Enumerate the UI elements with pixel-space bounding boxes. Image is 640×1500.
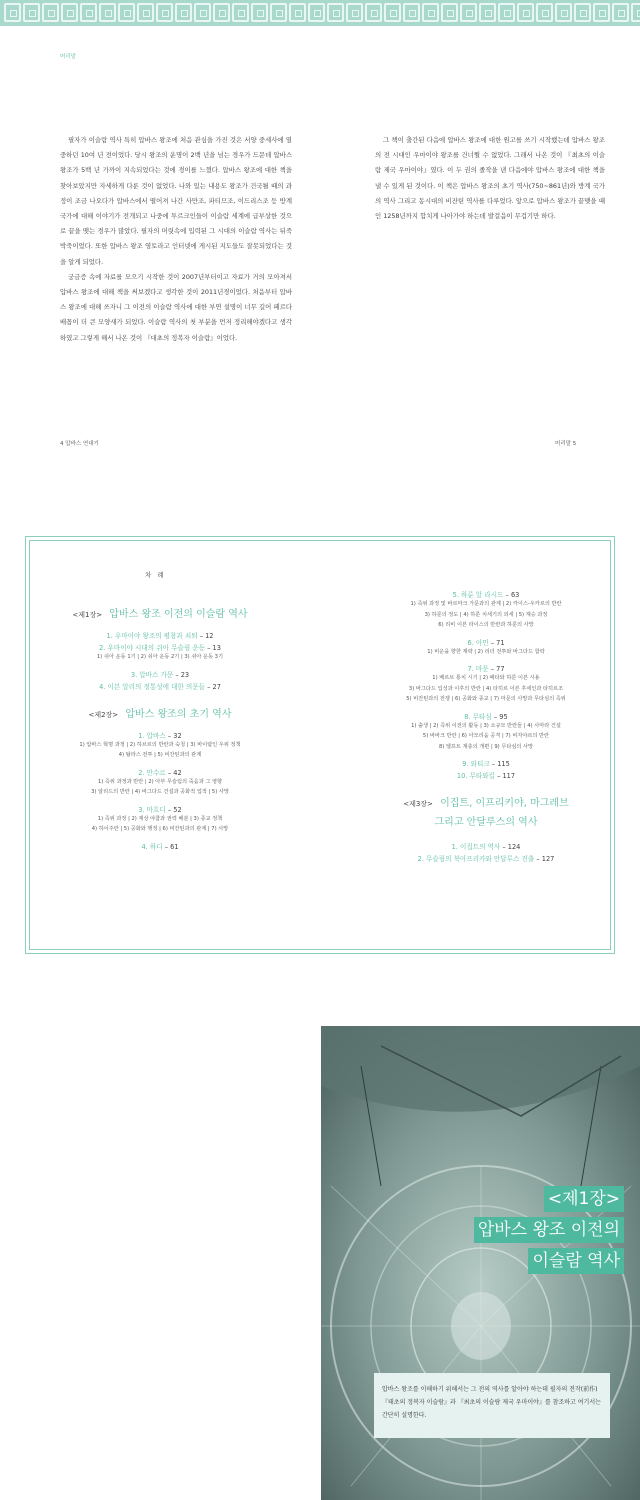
toc-section[interactable] — [20, 681, 300, 691]
toc-page-number: 115 — [497, 760, 510, 768]
toc-subsections: 1) 베르브 통치 시기 | 2) 페타와 하룬 이븐 시용 — [432, 675, 540, 681]
toc-section-title: 7. 마문 — [467, 665, 489, 673]
preface-right-text — [375, 133, 605, 224]
toc-section[interactable] — [346, 770, 626, 780]
toc-section[interactable] — [346, 853, 626, 863]
toc-subsections: 1) 즉위 과정과 반란 | 2) 아부 무슬림의 죽음과 그 영향 — [97, 778, 223, 785]
toc-dash: – — [494, 772, 503, 780]
toc-page-number: 12 — [205, 632, 214, 640]
toc-dash: – — [197, 632, 206, 640]
toc-section[interactable] — [20, 630, 300, 640]
toc-subsections: 1) 즉위 과정 | 2) 재상 야쿱과 권력 배분 | 3) 종교 정책 — [97, 815, 223, 822]
toc-dash: – — [491, 712, 500, 721]
toc-dash: – — [534, 855, 542, 863]
banner-ornament — [479, 3, 496, 22]
toc-subsections: 6) 리비 이븐 라이스의 반란과 하룬의 사망 — [438, 622, 534, 628]
toc-section[interactable] — [20, 804, 300, 814]
banner-ornament — [99, 3, 116, 22]
banner-ornament — [460, 3, 477, 22]
toc-page-number: 42 — [173, 768, 182, 777]
toc-dash: – — [503, 591, 511, 599]
preface-left-text — [60, 133, 292, 346]
toc-section-title: 1. 이집트의 역사 — [451, 843, 501, 851]
toc-section-title: 6. 아민 — [467, 638, 489, 647]
toc-dash: – — [165, 768, 174, 777]
toc-subsections: 4) 탈라스 전투 | 5) 비잔틴과의 관계 — [118, 752, 202, 758]
toc-page-number: 124 — [507, 843, 521, 851]
banner-ornament — [137, 3, 154, 22]
toc-dash: – — [488, 638, 497, 647]
toc-dash: – — [173, 670, 181, 679]
toc-section[interactable] — [346, 841, 626, 851]
banner-ornament — [536, 3, 553, 22]
banner-ornament — [232, 3, 249, 22]
toc-dash: – — [500, 843, 508, 851]
chapter-title-line: <제1장> — [544, 1186, 624, 1212]
toc-subsections: 3) 바그다드 입성과 이후의 반란 | 4) 타히르 이븐 후세인과 타히르조 — [408, 685, 564, 692]
toc-page-number: 95 — [499, 712, 508, 721]
toc-page-number: 13 — [212, 644, 221, 652]
toc-section-title: 9. 와티크 — [462, 760, 490, 768]
toc-page-number: 23 — [180, 670, 190, 679]
toc-subsections: 1) 압바스 혁명 과정 | 2) 하브르의 반란과 숙청 | 3) 바이람인 우위 정책 — [79, 741, 241, 748]
toc-section-title: 4. 하디 — [141, 842, 163, 851]
banner-ornament — [593, 3, 610, 22]
toc-dash: – — [488, 665, 497, 673]
paragraph: 그 책이 출간된 다음에 압바스 왕조에 대한 원고를 쓰기 시작했는데 압바스 왕조의 전 시대인 우마이야 왕조를 건너뛸 수 없었다. 그래서 나온 것이 『최초의 이슬람 제국 우마이야』였다. 이 두 권의 졸작을 낸 다음에야 압바스 왕조에 대한 책을 낼 수 있게 된 것이다. 이 책은 압바스 왕조의 초기 역사(750~861년)와 방계 국가의 역사 그리고 동시대의 비잔틴 역사를 다루었다. 앞으로 압바스 왕조가 끝맺을 때인 1258년까지 합치게 나아가야 하는데 발걸음이 무겁기만 하다. — [375, 136, 605, 221]
banner-ornament — [251, 3, 268, 22]
toc-chapter-tag: <제3장> — [403, 800, 433, 808]
toc-section-title: 8. 무타심 — [464, 712, 492, 721]
banner-ornament — [327, 3, 344, 22]
toc-page-number: 52 — [173, 805, 182, 814]
toc-page-number: 61 — [170, 842, 179, 851]
banner-ornament — [175, 3, 192, 22]
toc-page-number: 32 — [173, 731, 182, 740]
toc-page-number: 127 — [541, 855, 555, 863]
toc-section[interactable] — [20, 730, 300, 740]
folio-right: 머리말 5 — [555, 441, 577, 447]
toc-subsections: 1) 쉬아 운동 1기 | 2) 쉬아 운동 2기 | 3) 쉬아 운동 3기 — [97, 654, 223, 660]
banner-ornament — [80, 3, 97, 22]
chapter-title-line: 이슬람 역사 — [528, 1248, 624, 1274]
toc-page-number: 77 — [496, 665, 505, 673]
toc-chapter-text: 이집트, 이프리키야, 마그레브 — [436, 798, 569, 809]
banner-ornament — [384, 3, 401, 22]
toc-chapter-tag: <제1장> — [72, 611, 103, 619]
toc-section-title: 2. 우마이야 시대의 쉬아 무슬림 운동 — [99, 644, 206, 652]
toc-section-title: 3. 마흐디 — [138, 805, 166, 814]
banner-ornament — [346, 3, 363, 22]
toc-subsections: 5) 비잔틴과의 전쟁 | 6) 공화와 종교 | 7) 마문의 사망과 무타심의 즉위 — [406, 696, 566, 702]
chapter-title-line: 압바스 왕조 이전의 — [474, 1217, 624, 1243]
toc-subsections: 4) 하이주란 | 5) 공화와 행정 | 6) 비잔틴과의 관계 | 7) 사망 — [91, 826, 229, 832]
toc-section-title: 5. 하룬 알 라시드 — [452, 591, 504, 599]
toc-chapter — [346, 794, 626, 809]
banner-ornament — [4, 3, 21, 22]
banner-ornament — [61, 3, 78, 22]
toc-page-number: 27 — [212, 682, 221, 691]
banner-ornament — [270, 3, 287, 22]
toc-chapter-tag: <제2장> — [88, 710, 119, 719]
toc-section[interactable] — [346, 663, 626, 673]
banner-ornament — [23, 3, 40, 22]
banner-ornament — [403, 3, 420, 22]
toc-section[interactable] — [20, 642, 300, 652]
toc-subsections: 1) 즉위 과정 및 바르마크 가문과의 관계 | 2) 카이스-우카르의 반란 — [410, 601, 562, 607]
toc-dash: – — [489, 760, 498, 768]
toc-chapter-text: 압바스 왕조의 초기 역사 — [122, 708, 232, 720]
toc-page-number: 63 — [510, 591, 520, 599]
toc-section-title: 2. 만수르 — [138, 768, 166, 777]
banner-ornament — [213, 3, 230, 22]
banner-ornament — [194, 3, 211, 22]
toc-chapter-text: 압바스 왕조 이전의 이슬람 역사 — [106, 609, 248, 620]
toc-section[interactable] — [346, 637, 626, 647]
toc-section-title: 10. 무타와킬 — [456, 772, 495, 780]
paragraph: 궁금증 속에 자료를 모으기 시작한 것이 2007년부터이고 자료가 거의 모아져서 압바스 왕조에 대해 책을 써보겠다고 생각한 것이 2011년경이었다. 처음부터 압바스 왕조에 대해 쓰자니 그 이전의 이슬람 역사에 대한 부연 설명이 너무 길어 페르다 배꼽이 더 큰 모양새가 되었다. 이슬람 역사의 첫 부분을 먼저 정리해야겠다고 생각하였고 그렇게 해서 나온 것이 『대초의 정복자 이슬람』이었다. — [60, 272, 292, 342]
toc-page-number: 117 — [502, 772, 516, 780]
chapter-note: 압바스 왕조를 이해하기 위해서는 그 전의 역사를 알아야 하는데 필자의 전작(前作) 『태초의 정복자 이슬람』과 『최초의 이슬람 제국 우마이야』를 참조하고 여기서는 간단히 설명한다. — [374, 1373, 610, 1438]
toc-subsections: 8) 엘프트 계층의 개편 | 9) 무타심의 사망 — [438, 743, 534, 750]
banner-ornament — [308, 3, 325, 22]
toc-section-title: 2. 무슬림의 북아프리카와 안달루스 진출 — [417, 855, 535, 863]
toc-section-title: 1. 압바스 — [138, 731, 166, 740]
toc-section[interactable] — [20, 669, 300, 679]
section-label: 머리말 — [60, 54, 76, 60]
toc-section[interactable] — [20, 767, 300, 777]
toc-dash: – — [165, 805, 174, 814]
banner-ornament — [631, 3, 640, 22]
toc-subsections: 1) 비운을 향한 계략 | 2) 리더 전투와 바그다드 함락 — [427, 648, 545, 655]
toc-section[interactable] — [346, 589, 626, 599]
toc-section-title: 4. 이븐 알리의 정통성에 대한 의문들 — [99, 682, 206, 691]
toc-page-number: 71 — [496, 638, 505, 647]
toc-chapter-text-cont: 그리고 안달루스의 역사 — [434, 817, 538, 828]
toc-dash: – — [165, 731, 174, 740]
toc-chapter — [20, 605, 300, 620]
banner-ornament — [517, 3, 534, 22]
toc-section-title: 1. 우마이야 왕조의 평창과 쇠퇴 — [106, 632, 198, 640]
banner-ornament — [289, 3, 306, 22]
banner-ornament — [574, 3, 591, 22]
banner-ornament — [118, 3, 135, 22]
decorative-banner — [0, 0, 640, 26]
paragraph: 필자가 이슬람 역사 특히 압바스 왕조에 처음 관심을 가진 것은 서양 중세사에 열중하던 10여 년 전이었다. 당시 왕조의 운명이 2백 년을 넘는 경우가 드문데 압바스 왕조가 5백 년 가까이 지속되었다는 것에 경이를 느꼈다. 압바스 왕조에 대한 책을 찾아보았지만 자세하게 다룬 것이 없었다. 나와 있는 내용도 왕조가 건국될 때의 과정이 조금 나오다가 압바스에서 떨어져 나간 사만조, 파티므조, 이드리스조 등 방계 국가에 대해 이야기가 전개되고 나중에 투르크인들이 이슬람 세계에 급부상한 것으로 끝을 맺는 경우가 많았다. 필자의 머릿속에 입력된 그 시대의 이슬람 역사는 뒤죽박죽이었다. 또한 압바스 왕조 영토라고 인터넷에 게시된 지도들도 잘못되었다는 것을 알게 되었다. — [60, 136, 292, 266]
toc-dash: – — [205, 644, 213, 652]
toc-dash: – — [162, 842, 171, 851]
toc-title: 차 례 — [145, 571, 166, 579]
banner-ornament — [498, 3, 515, 22]
toc-subsections: 5) 바바크 반란 | 6) 아모리움 공격 | 7) 비자야르의 반란 — [422, 733, 550, 739]
banner-ornament — [422, 3, 439, 22]
banner-ornament — [612, 3, 629, 22]
toc-section[interactable] — [346, 758, 626, 768]
banner-ornament — [42, 3, 59, 22]
toc-section-title: 3. 압바스 가문 — [130, 670, 174, 679]
toc-subsections: 3) 알리드의 반란 | 4) 바그다드 건설과 공화적 업적 | 5) 사망 — [91, 789, 229, 795]
toc-subsections: 3) 하룬의 정도 | 4) 하룬 치세기의 외세 | 5) 계승 과정 — [424, 611, 548, 618]
toc-section[interactable] — [20, 841, 300, 851]
banner-ornament — [441, 3, 458, 22]
banner-ornament — [555, 3, 572, 22]
banner-ornament — [156, 3, 173, 22]
banner-ornament — [365, 3, 382, 22]
folio-left: 4 압바스 연대기 — [60, 441, 99, 447]
toc-dash: – — [205, 682, 213, 691]
toc-chapter — [20, 705, 300, 720]
toc-subsections: 1) 출생 | 2) 즉위 이전의 활동 | 3) 소규모 반란들 | 4) 사마라 건설 — [411, 722, 561, 729]
toc-section[interactable] — [346, 711, 626, 721]
